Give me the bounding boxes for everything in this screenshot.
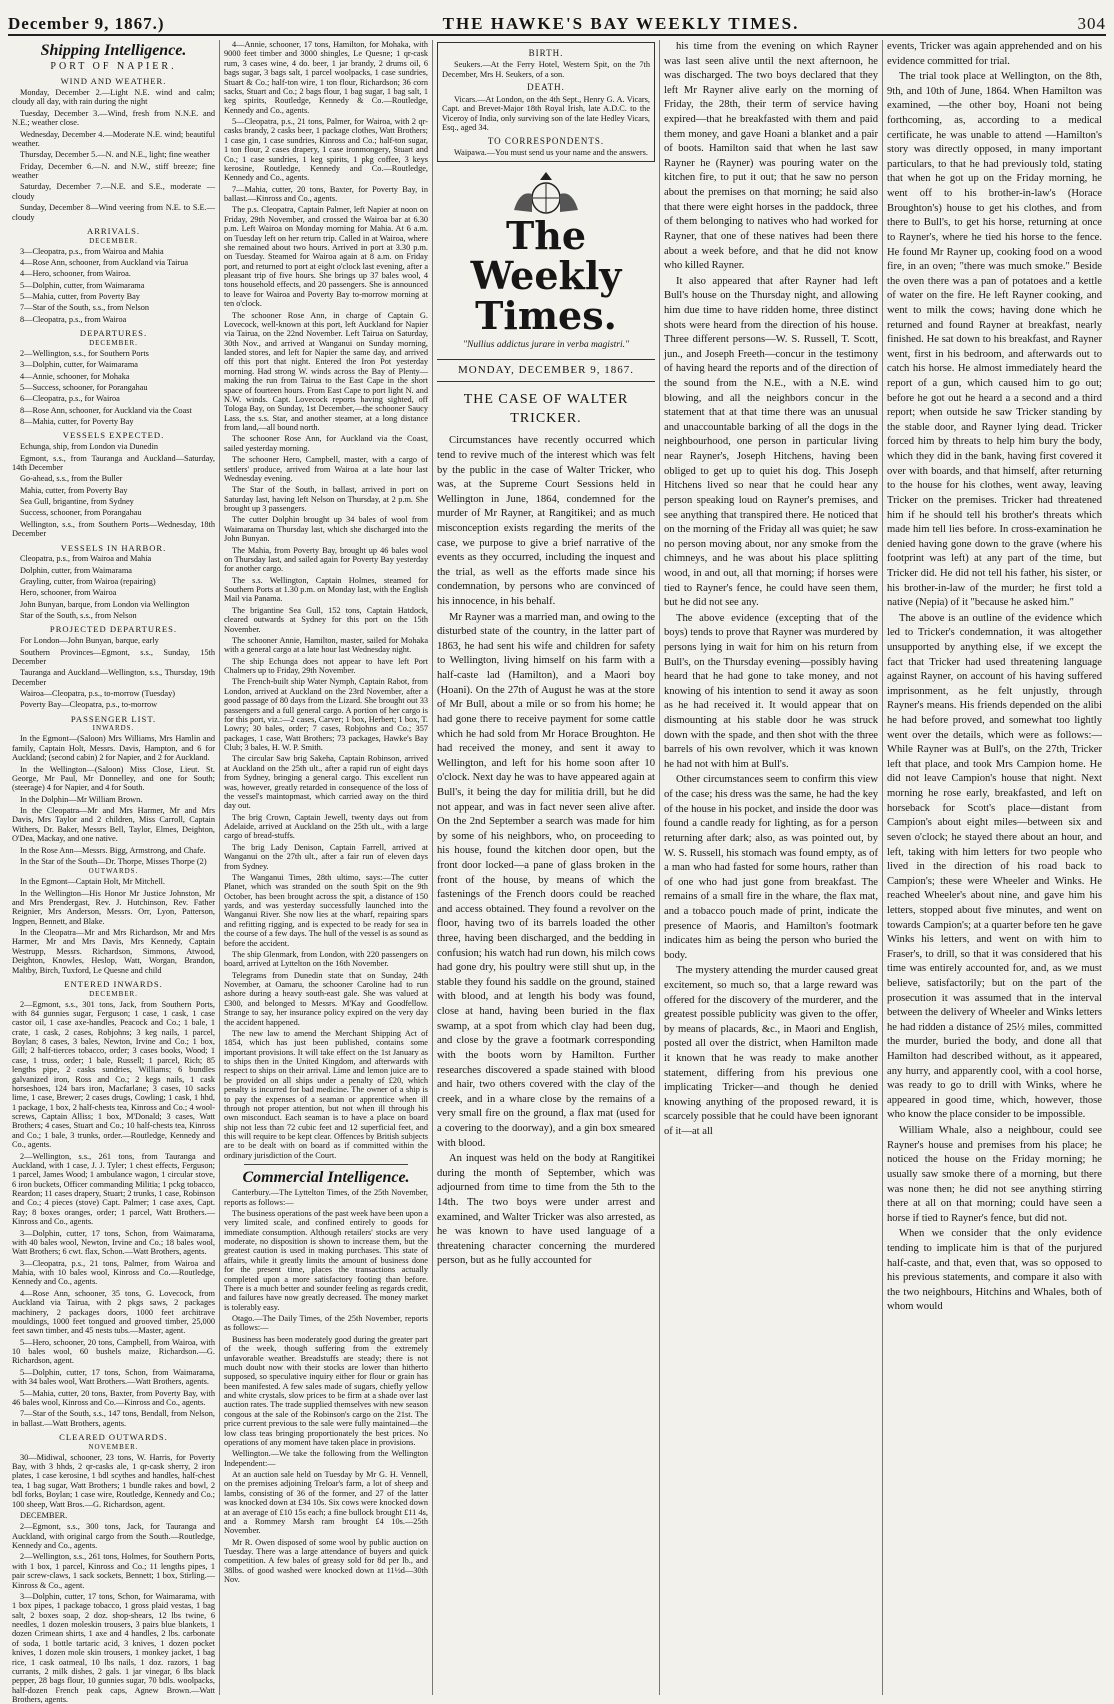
text-paragraph: The French-built ship Water Nymph, Captain Rabot, from London, arrived at Auckland on the 23rd November, after a good passage of 80 days from the Lizard. She brought out 33 passengers and a full general cargo. A portion of her cargo is for this port, viz.:—2 cases, Carver; 1 box, Herbert; 1 box, T. Lowry; 30 bales, order; 7 cases, Robjohns and Co.; 357 packages, 1 case, Watt Brothers; 73 packages, Hawke's Bay Club; 3 bales, H. W. P. Smith.	[224, 677, 428, 752]
expected-heading: VESSELS EXPECTED.	[62, 430, 165, 441]
correspondents-notice: Waipawa.—You must send us your name and the answers.	[454, 148, 648, 158]
entered-list	[12, 1000, 215, 1429]
departures-heading: DEPARTURES.	[79, 328, 148, 339]
text-paragraph: The cutter Dolphin brought up 34 bales of wool from Waimarama on Thursday last, which she discharged into the John Bunyan.	[224, 515, 428, 544]
projected-list	[12, 636, 215, 710]
text-paragraph: Echunga, ship, from London via Dunedin	[20, 442, 159, 452]
text-paragraph: When we consider that the only evidence tending to implicate him is that of the purjured half-caste, and that, even that, was so opposed to his previous statements, and compare it also with the two neighbours, Hitchins and Whales, both of whom would	[887, 1228, 1102, 1313]
text-paragraph: The schooner Rose Ann, for Auckland via the Coast, sailed yesterday morning.	[224, 434, 428, 453]
text-paragraph: 7—Star of the South, s.s., from Nelson	[20, 303, 150, 313]
cleared-list	[12, 1453, 215, 1704]
text-paragraph: 2—Wellington, s.s., for Southern Ports	[20, 348, 149, 358]
notices-box	[437, 42, 655, 162]
text-paragraph: The business operations of the past week have been upon a very limited scale, and confined entirely to goods for immediate consumption. Although retailers' stocks are very moderate, no disposition is shown to increase them, but the greatest caution is used in making purchases. This state of affairs, while it greatly limits the amount of business done for the present time, places the transactions actually completed upon a more satisfactory footing than before. There is a much better and sounder feeling as regards credit, and failures have now greatly decreased. The money market is tolerably easy.	[224, 1208, 428, 1312]
text-paragraph: At an auction sale held on Tuesday by Mr G. H. Vennell, on the premises adjoining Treloar's farm, a lot of sheep and lambs, consisting of 36 of the former, and 27 of the latter was knocked down at £34 10s. Six cows were knocked down at an average of £10 15s each; a fine bullock brought £11 4s, and a Rommey Marsh ram brought £4 10s.—25th November.	[224, 1470, 428, 1536]
section-title-shipping: Shipping Intelligence.	[40, 42, 187, 59]
text-paragraph: Star of the South, s.s., from Nelson	[20, 611, 137, 621]
text-paragraph: 7—Mahia, cutter, 20 tons, Baxter, for Poverty Bay, in ballast.—Kinross and Co., agents.	[224, 184, 428, 203]
text-paragraph: The Mahia, from Poverty Bay, brought up 46 bales wool on Thursday last, and sailed again for Poverty Bay yesterday for another cargo.	[224, 545, 428, 574]
paper-title: THE HAWKE'S BAY WEEKLY TIMES.	[442, 14, 800, 33]
text-paragraph: In the Dolphin—Mr William Brown.	[20, 794, 143, 804]
passenger-heading: PASSENGER LIST.	[70, 713, 157, 724]
issue-date: December 9, 1867.)	[8, 14, 165, 33]
text-paragraph: The schooner Annie, Hamilton, master, sailed for Mohaka with a general cargo at a late hour last Wednesday night.	[224, 635, 428, 655]
text-paragraph: In the Wellington—(Saloon) Miss Close, Lieut. St. George, Mr Paul, Mr Donnelley, and one for South; (steerage) 4 for Napier, and 4 for South.	[12, 764, 215, 793]
text-paragraph: Wednesday, December 4.—Moderate N.E. wind; beautiful weather.	[12, 129, 215, 148]
outwards-subheading: OUTWARDS.	[88, 867, 139, 876]
text-paragraph: The ship Glenmark, from London, with 220 passengers on board, arrived at Lyttelton on the 16th November.	[224, 949, 428, 969]
text-paragraph: Canterbury.—The Lyttelton Times, of the 25th November, reports as follows:—	[224, 1188, 428, 1207]
text-paragraph: In the Cleopatra—Mr and Mrs Richardson, Mr and Mrs Harmer, Mr and Mrs Davis, Mrs Kennedy, Captain Westrupp, Messrs. Richardson, Simmons, Atwood, Deighton, Knowles, Heslop, Watt, Worgan, Brandon, Maltby, Birch, Tuxford, Le Quesne and child	[12, 928, 215, 975]
entered-month: DECEMBER.	[89, 989, 138, 998]
article-body-part3	[887, 40, 1102, 1315]
text-paragraph: It also appeared that after Rayner had left Bull's house on the Thursday night, and allowing him due time to have ridden home, three distinct shots were heard from the direction of his house. Three different persons—W. S. Russell, T. Scott, jun., and Joseph Freeth—concur in the testimony of having heard the reports and of the direction of the sound from the N.E., with a N.E. wind blowing, and all the neighbors concur in the statement that at that time there was an unusual and unaccountable barking of all the dogs in the neighbourhood, one person in particular living near Rayner's, Joseph Hitchens, having been obliged to get up to quiet his dog. This Joseph Hitchens lived so near that he could hear any person speaking loud on Rayner's premises, and see anything that transpired there. He noticed that on the morning of the Friday all was quiet; he saw no person moving about, nor any smoke from the chimneys, and he was about his place splitting wood, in and out, all that morning; if horses were tied to Rayner's fence, he could have seen them, but he did not see any.	[664, 275, 878, 609]
text-paragraph: Success, schooner, from Porangahau	[20, 508, 142, 518]
harbor-heading: VESSELS IN HARBOR.	[60, 542, 167, 553]
text-paragraph: William Whale, also a neighbour, could see Rayner's house and premises from his place; he noticed the house on the Friday morning; he usually saw smoke there of a morning, but there was none then; he did not see anything stirring there at all on that morning; could have seen a horse if tied to Rayner's fence, but did not.	[887, 1125, 1102, 1224]
text-paragraph: 3—Cleopatra, p.s., 21 tons, Palmer, from Wairoa and Mahia, with 10 bales wool, Kinross and Co.—Routledge, Kennedy and Co., agents.	[12, 1258, 215, 1287]
text-paragraph: Business has been moderately good during the greater part of the week, though suffering from the extremely unfavorable weather. Breadstuffs are steady; there is not much doubt now with their stocks are lower than hitherto supposed, so speculative inquiry either for flour or grain has been manifested. A few sales made of sugars, chiefly yellow and white crystals, slow prices to be firm at a shade over last auction rates. The trade supplied themselves with new season congous at the sale of the Robinson's cargo on the 21st. The price current previous to the sale were fully maintained—the low class teas bringing proportionately the best prices. No operations of any moment have taken place in provisions.	[224, 1334, 428, 1447]
text-paragraph: 5—Mahia, cutter, 20 tons, Baxter, from Poverty Bay, with 46 bales wool, Kinross and Co.—Kinross and Co., agents.	[12, 1388, 215, 1407]
birth-notice: Seukers.—At the Ferry Hotel, Western Spit, on the 7th December, Mrs H. Seukers, of a son.	[442, 60, 650, 79]
text-paragraph: 2—Wellington, s.s., 261 tons, from Tauranga and Auckland, with 1 case, J. J. Tyler; 1 chest effects, Ferguson; 1 parcel, James Wood; 1 ambulance wagon, 1 circular stove, 6 iron buckets, Officer commanding Militia; 1 pckg tobacco, Reardon; 11 cases drapery, Stuart; 2 trunks, 1 case, Robinson and Co.; 4 pieces (stove) Capt. Palmer; 1 case axes, Capt. Ray; 8 boxes oranges, order; 1 parcel, Watt Brothers.—Kinross and Co., agents.	[12, 1151, 215, 1227]
death-heading: DEATH.	[527, 82, 565, 93]
article-body-part2	[664, 40, 878, 1140]
text-paragraph: John Bunyan, barque, from London via Wellington	[20, 599, 190, 609]
text-paragraph: 6—Cleopatra, p.s., for Wairoa	[20, 394, 120, 404]
text-paragraph: Mahia, cutter, from Poverty Bay	[20, 485, 128, 495]
text-paragraph: In the Egmont—(Saloon) Mrs Williams, Mrs Hamlin and family, Captain Holt, Messrs. Davis, Hampton, and 6 for Auckland; (second cabin) 2 for Napier, and 2 for Auckland.	[12, 734, 215, 763]
text-paragraph: Cleopatra, p.s., from Wairoa and Mahia	[20, 554, 152, 564]
cleared-heading: CLEARED OUTWARDS.	[59, 1432, 168, 1443]
text-paragraph: 4—Annie, schooner, 17 tons, Hamilton, for Mohaka, with 9000 feet timber and 3000 shingles, Le Quesne; 1 qr-cask rum, 3 cases wine, 4 do. beer, 1 jar brandy, 2 drums oil, 6 bags sugar, 3 bags salt, 1 parcel woolpacks, 1 case sundries, Stuart & Co.; half-ton wire, 1 ton flour, Richardson; 36 corn sacks, Stuart and Co.; 2 bags flour, 1 bag sugar, 1 bag salt, 1 keg spirits, Routledge, Kennedy & Co.—Routledge, Kennedy and Co., agents.	[224, 40, 428, 115]
text-paragraph: In the Rose Ann—Messrs. Bigg, Armstrong, and Chafe.	[20, 845, 206, 855]
text-paragraph: For London—John Bunyan, barque, early	[20, 636, 159, 646]
column-editorial	[433, 40, 660, 1695]
text-paragraph: In the Star of the South—Dr. Thorpe, Misses Thorpe (2)	[20, 856, 207, 866]
entered-heading: ENTERED INWARDS.	[64, 978, 163, 989]
text-paragraph: Sea Gull, brigantine, from Sydney	[20, 497, 134, 506]
text-paragraph: The p.s. Cleopatra, Captain Palmer, left Napier at noon on Friday, 29th November, and crossed the Wairoa bar at 6.30 p.m. Left Wairoa on Monday morning for Mahia. At 6 a.m. on Tuesday left on her return trip. Called in at Wairoa, where she remained about two hours. Arrived in port at 3.30 p.m. on Tuesday. Steamed for Wairoa again at 8 a.m. on Friday port, and returned to port at eight o'clock last evening, after a pleasant trip of five hours. She brings up 37 bales wool, 4 tons household effects, and 20 passengers. She is announced to leave for Wairoa and Poverty Bay to-morrow morning at ten o'clock.	[224, 205, 428, 309]
text-paragraph: 8—Rose Ann, schooner, for Auckland via the Coast	[20, 405, 192, 415]
text-paragraph: 4—Rose Ann, schooner, from Auckland via Tairua	[20, 257, 189, 267]
death-notice: Vicars.—At London, on the 4th Sept., Henry G. A. Vicars, Capt. and Brevet-Major 18th Royal Irish, late A.D.C. to the Viceroy of India, only surviving son of the late Hedley Vicars, Esq., aged 34.	[442, 94, 650, 133]
text-paragraph: 8—Cleopatra, p.s., from Wairoa	[20, 314, 127, 324]
column-article-continued	[660, 40, 883, 1695]
text-paragraph: Dolphin, cutter, from Waimarama	[20, 565, 132, 575]
departures-list	[12, 349, 215, 427]
text-paragraph: 4—Hero, schooner, from Wairoa.	[20, 269, 131, 279]
text-paragraph: Wairoa—Cleopatra, p.s., to-morrow (Tuesday)	[20, 689, 176, 699]
divider	[244, 1164, 408, 1165]
text-paragraph: Thursday, December 5.—N. and N.E., light; fine weather	[20, 150, 210, 160]
text-paragraph: 5—Success, schooner, for Porangahau	[20, 382, 148, 392]
text-paragraph: Wellington.—We take the following from the Wellington Independent:—	[224, 1449, 428, 1468]
text-paragraph: 4—Annie, schooner, for Mohaka	[20, 371, 130, 381]
cleared-month: NOVEMBER.	[88, 1442, 139, 1451]
text-paragraph: The new law to amend the Merchant Shipping Act of 1854, which has just been published, contains some important provisions. It will take effect on the 1st January as to ships then in the United Kingdom, and afterwards with respect to ships on their arrival. Lime and lemon juice are to be provided on all ships under a penalty of £20, which penalty is incurred for bad medicine. The owner of a ship is to pay the expenses of a seaman or apprentice when ill through not proper attention, but not when ill through his own misconduct. Each seaman is to have a place on board ship not less than 72 cubic feet and 12 superficial feet, and this will require to be kept clear. Offences by British subjects are to be dealt with on board as if committed within the ordinary jurisdiction of the Court.	[224, 1028, 428, 1160]
text-paragraph: Circumstances have recently occurred which tend to revive much of the interest which was felt by the public in the case of Walter Tricker, who was, at the Supreme Court Sessions held in Wellington in June, 1864, condemned for the murder of Mr Rayner, at Rangitikei; and as much misconception exists regarding the merits of the case, we purpose to give a brief narrative of the events as they occurred, including the inquest and the trial, as well as the efforts made since his condemnation, by persons who are convinced of his innocence, in his behalf.	[437, 435, 655, 608]
text-paragraph: The circular Saw brig Sakeha, Captain Robinson, arrived at Auckland on the 25th ult., after a rapid run of eight days from Sydney, bringing a general cargo. This excellent run was, however, greatly retarded in consequence of the loss of the vessel's maintopmast, which carried away on the third day out.	[224, 754, 428, 811]
text-paragraph: The above is an outline of the evidence which led to Tricker's condemnation, it was altogether unsupported by anything else, if we except the fact that Tricker had used threatening language against Rayner, on account of his having suffered imprisonment, as he felt unjustly, through Rayner's means. His friends depended on the alibi he had before proved, and somewhat too lightly went over the details, which were as follows:—While Rayner was at Bull's, on the 27th, Tricker left that place, and took Mrs Campion home. He did not leave Campion's house that night. Next morning he rose early, breakfasted, and left on horseback for Scott's place—distant from Campion's about eight miles—between six and seven o'clock; he stayed there about an hour, and left, taking with him letters for two people who lived in the direction of his road back to Campion's; these were Wheeler and Winks. He reached Wheeler's about nine, and gave him his letters, stopped about five minutes, and went on towards Campion's; at a quarter before ten he gave Winks his letters, and went on with him to Fraser's, to drill, so that it was considered that his time was entirely accounted for, and, as we must believe, satisfactorily; but on the part of the prosecution it was assumed that in the interval between the delivery of Wheeler and Winks letters he had ridden a distance of 25½ miles, committed the murder, buried the body, and done all that Hamilton had described without, as it appeared, any hurry, and apparently cool, with a cool horse, was ready to go to drill with Winks, where he appeared in good time, which, however, those who know the place consider to be impossible.	[887, 612, 1102, 1121]
article-body-part1	[437, 434, 655, 1269]
projected-heading: PROJECTED DEPARTURES.	[49, 624, 178, 635]
text-paragraph: The schooner Rose Ann, in charge of Captain G. Lovecock, well-known at this port, left Auckland for Napier via Tairua, on the 22nd November. Left Tairua on Saturday, 30th Nov., and arrived at Wanganui on Sunday morning, landed stores, and left for Napier the same day, and arrived off this port that night. Entered the Iron Pot yesterday morning. Had strong W. winds across the Bay of Plenty—making the run from Tairua to the East Cape in the short space of fourteen hours. From East Cape to port light N. and N.W. winds. Capt. Lovecock reports having sighted, off Tologa Bay, on Sunday, 1st December,—the schooner Saucy Lass, the s.s. Star, and another steamer, at a long distance from land,—all bound north.	[224, 310, 428, 432]
text-paragraph: 2—Wellington, s.s., 261 tons, Holmes, for Southern Ports, with 1 box, 1 parcel, Kinross and Co.; 11 lengths pipes, 1 pair screw-claws, 1 sack sockets, Bennett; 1 box, Stirling.—Kinross & Co., agent.	[12, 1552, 215, 1590]
text-paragraph: Poverty Bay—Cleopatra, p.s., to-morrow	[20, 700, 158, 710]
text-paragraph: The brig Lady Denison, Captain Farrell, arrived at Wanganui on the 27th ult., after a fair run of eleven days from Sydney.	[224, 842, 428, 871]
text-paragraph: Wellington, s.s., from Southern Ports—Wednesday, 18th December	[12, 519, 215, 539]
text-paragraph: 4—Rose Ann, schooner, 35 tons, G. Lovecock, from Auckland via Tairua, with 2 pkgs saws, 2 packages machinery, 2 packages doors, 1000 feet architrave mouldings, 1000 feet tongued and grooved timber, 25,000 feet sawn timber, and 45 nests tubs.—Master, agent.	[12, 1288, 215, 1336]
section-title-commercial: Commercial Intelligence.	[242, 1169, 410, 1187]
text-paragraph: 3—Dolphin, cutter, 17 tons, Schon, from Waimarama, with 40 bales wool, Newton, Irvine and Co.; 18 bales wool, Watt Brothers; 6 cwt. flax, Schon.—Watt Brothers, agents.	[12, 1228, 215, 1257]
text-paragraph: Southern Provinces—Egmont, s.s., Sunday, 15th December	[12, 647, 215, 666]
text-paragraph: The Star of the South, in ballast, arrived in port on Saturday last, having left Nelson on Thursday, at 2 p.m. She brought up 3 passengers.	[224, 485, 428, 513]
text-paragraph: 5—Mahia, cutter, from Poverty Bay	[20, 292, 140, 302]
shipping-news-list	[224, 205, 428, 1160]
text-paragraph: 3—Dolphin, cutter, 17 tons, Schon, for Waimarama, with 1 box pipes, 1 package tobacco, 1 gross plaid vestas, 1 bag salt, 2 boxes soap, 2 doz. shop-shears, 12 lbs twine, 6 needles, 1 dozen moleskin trousers, 3 pairs blue blankets, 1 dozen Crimean shirts, 1 axe and 4 handles, 2 lbs. carbonate of soda, 1 bottle tartaric acid, 3 knives, 1 dozen pocket knives, 1 dozen mole skin trousers, 1 monkey jacket, 1 bag rice, 1 cask oatmeal, 10 lbs nails, 1 doz. razors, 1 bag currants, 2 milk dishes, 2 gals. 1 jar vinegar, 6 lbs black pepper, 28 bags flour, 10 gunnies sugar, 70 bdls. woolpacks, half-dozen French peak caps, Agnew Brown.—Watt Brothers, agents.	[12, 1591, 215, 1704]
text-paragraph: The brig Crown, Captain Jewell, twenty days out from Adelaide, arrived at Auckland on the 25th ult., with a large cargo of bread-stuffs.	[224, 812, 428, 841]
text-paragraph: An inquest was held on the body at Rangitikei during the month of September, which was adjourned from time to time from the 5th to the 14th. The two boys were under arrest and examined, and Walter Tricker was also arrested, as he was known to have used language of a threatening character concerning the murdered person, but as he fully accounted for	[437, 1153, 655, 1267]
text-paragraph: The ship Echunga does not appear to have left Port Chalmers up to Friday, 29th November.	[224, 656, 428, 675]
text-paragraph: 5—Cleopatra, p.s., 21 tons, Palmer, for Wairoa, with 2 qr-casks brandy, 2 casks beer, 1 package clothes, Watt Brothers; 1 case gin, 1 case sundries, Kinross and Co.; half-ton sugar, 1 ton flour, 2 cases drapery, 1 case ironmongery, Stuart and Co.; 1 case sundries, 1 keg spirits, 1 pkg coffee, 3 keys kerosine, Routledge, Kennedy and Co.—Routledge, Kennedy and Co., agents.	[224, 117, 428, 183]
expected-list	[12, 442, 215, 538]
text-paragraph: 2—Egmont, s.s., 301 tons, Jack, from Southern Ports, with 84 gunnies sugar, Ferguson; 1 case, 1 cask, 1 case castor oil, 1 case axe-handles, Peacock and Co.; 1 bale, 1 crate, 1 cask, 2 cases, Robjohns; 3 keg nails, 1 parcel, Boylan; 8 cases, 3 bales, Newton, Irvine and Co.; 1 box, Gill; 2 half-tierces tobacco, order; 3 cases books, Wood; 1 case, 1 truss, order; 1 bale, Russell; 1 parcel, Rich; 85 lengths pipe, 2 casks sundries, Williams; 6 bundles galvanized iron, Ross and Co.; 2 kegs nails, 1 cask horseshoes, 124 bars iron, Macfarlane; 3 cases, 10 sacks lime, 1 case, Brewer; 2 cases drugs, Cowling; 1 cask, 1 hhd, 1 package, 1 box, 2 half-chests tea, Kinross and Co.; 4 wool-screws, Captain Alliss; 1 box, M'Donald; 3 cases, Watt Brothers; 4 cases, Stuart and Co.; 10 half-chests tea, Kinross and Co.; 1 bale, 3 trunks, order.—Routledge, Kennedy and Co., agents.	[12, 999, 215, 1150]
text-paragraph: 7—Star of the South, s.s., 147 tons, Bendall, from Nelson, in ballast.—Watt Brothers, agents.	[12, 1409, 215, 1428]
text-paragraph: 3—Cleopatra, p.s., from Wairoa and Mahia	[20, 246, 164, 256]
columns	[8, 40, 1106, 1704]
column-shipping-news	[220, 40, 433, 1695]
text-paragraph: 5—Hero, schooner, 20 tons, Campbell, from Wairoa, with 10 bales wool, 60 bushels maize, Richardson.—G. Richardson, agent.	[12, 1337, 215, 1366]
column-shipping	[8, 40, 220, 1704]
masthead	[8, 6, 1106, 36]
text-paragraph: Saturday, December 7.—N.E. and S.E., moderate —cloudy	[12, 182, 215, 201]
text-paragraph: 5—Dolphin, cutter, 17 tons, Schon, from Waimarama, with 34 bales wool, Watt Brothers.—Watt Brothers, agents.	[12, 1367, 215, 1387]
text-paragraph: The schooner Hero, Campbell, master, with a cargo of settlers' produce, arrived from Wairoa at a late hour last Wednesday evening.	[224, 455, 428, 483]
text-paragraph: Tauranga and Auckland—Wellington, s.s., Thursday, 19th December	[12, 668, 215, 687]
text-paragraph: The s.s. Wellington, Captain Holmes, steamed for Southern Ports at 1.30 p.m. on Monday last, with the English Mail via Panama.	[224, 575, 428, 604]
text-paragraph: Monday, December 2.—Light N.E. wind and calm; cloudy all day, with rain during the night	[12, 88, 215, 107]
text-paragraph: Other circumstances seem to confirm this view of the case; his dress was the same, he had the key of the house in his pocket, and inside the door was found a candle ready for lighting, as for a person returning after dark; also, as was pointed out, by W. S. Russell, his stomach was found empty, as of a man who had fasted for some hours, rather than of one who had just gone from breakfast. The remains of a small fire in the whare, the flax mat, and a tobacco pouch made of print, indicate the presence of Maoris, and Hamilton's footmark indicates him as being the person who buried the body.	[664, 774, 878, 961]
nameplate-title: The Weekly Times.	[470, 212, 622, 338]
text-paragraph: In the Wellington—His Honor Mr Justice Johnston, Mr and Mrs Prendergast, Rev. J. Hutchinson, Rev. Father Reignier, Mrs Anderson, Messrs. Orr, Lyon, Patterson, Ingpen, Bennett, and Blake.	[12, 888, 215, 926]
text-paragraph: Grayling, cutter, from Wairoa (repairing)	[20, 576, 156, 586]
text-paragraph: Mr Rayner was a married man, and owing to the disturbed state of the country, in the latter part of 1863, he had sent his wife and children for safety to Wellington, living himself on his farm with a half-caste lad (Hamilton), and a Maori boy (Hoani). On the 27th of August he was at the store of Mr Bull, about a mile or so from his home; he had gone there to receive payment for some cattle which he had sold from Mr Horace Broughton. He had received the money, and sent it away to Wellington, and left for his home soon after 10 o'clock. Next day he was to have appeared again at Bull's, it being the day for militia drill, but he did not appear, and was in fact never seen alive after. On the 2nd September a search was made for him by some of his neighbors, who, on proceeding to his house, found the kitchen door open, but the front door locked—a pane of glass broken in the front of the house, by means of which the fastenings of the French doors could be reached and access obtained. They found a revolver on the floor, having two of its barrels loaded the other three, having been discharged, and the bedding in confusion; his watch had run down, his milch cows had gone dry, his poultry were still shut up, in the stable they found his saddle on the ground, stained with blood, and at length his body was found, close at hand, having been buried in the flax swamp, at a spot from which clay had been dug, and close by the grave a footmark corresponding with the boots worn by Hamilton. Further researches discovered a spade stained with blood and hair, two others covered with the clay of the creek, and in a whare close by the remains of a very small fire on the ground, a flax mat (used for a covering to the doorway), and a gin box smeared with blood.	[437, 611, 655, 1149]
column-article-end	[883, 40, 1106, 1695]
text-paragraph: 5—Dolphin, cutter, from Waimarama	[20, 280, 145, 290]
arrivals-month: DECEMBER.	[89, 236, 138, 245]
text-paragraph: The brigantine Sea Gull, 152 tons, Captain Hatdock, cleared outwards at Sydney for this port on the 15th November.	[224, 605, 428, 634]
page-number: 304	[1077, 14, 1106, 33]
text-paragraph: In the Egmont—Captain Holt, Mr Mitchell.	[20, 877, 165, 887]
cleared-continued-list	[224, 40, 428, 203]
royal-crest-icon	[506, 170, 586, 216]
text-paragraph: Otago.—The Daily Times, of the 25th November, reports as follows:—	[224, 1314, 428, 1333]
text-paragraph: 2—Egmont, s.s., 300 tons, Jack, for Tauranga and Auckland, with original cargo from the South.—Routledge, Kennedy and Co., agents.	[12, 1522, 215, 1551]
arrivals-heading: ARRIVALS.	[86, 225, 140, 236]
text-paragraph: Hero, schooner, from Wairoa	[20, 588, 117, 598]
article-title: THE CASE OF WALTER TRICKER.	[463, 391, 629, 427]
text-paragraph: The above evidence (excepting that of the boys) tends to prove that Rayner was murdered by persons lying in wait for him on his return from Bull's, on the Thursday evening—possibly having heard that he had gone to take money, and not knowing of his intention to send it away as soon as he had received it. It would appear that on dismounting at his stable door he was struck down with the spade, and then shot with the three barrels of his own revolver, which it was known he had not with him at Bull's.	[664, 612, 878, 770]
correspondents-heading: TO CORRESPONDENTS.	[487, 135, 605, 146]
inwards-list	[12, 734, 215, 866]
birth-heading: BIRTH.	[528, 48, 564, 58]
text-paragraph: Friday, December 6.—N. and N.W., stiff breeze; fine weather	[12, 161, 215, 181]
text-paragraph: 30—Midiwal, schooner, 23 tons, W. Harris, for Poverty Bay, with 3 hhds, 2 qr-casks ale, 1 qr-cask sherry, 2 iron plates, 1 case kerosine, 1 bdl scythes and handles, half-chest tea, 1 bag sugar, Watt Brothers; 1 bundle rakes and bowl, 2 bdl forks, Boylan; 1 case wire, Routledge, Kennedy and Co.; 100 sheep, Watt Bros.—G. Richardson, agent.	[12, 1452, 215, 1509]
nameplate-motto: "Nullius addictus jurare in verba magistri."	[463, 340, 629, 351]
commercial-list	[224, 1188, 428, 1584]
departures-month: DECEMBER.	[89, 338, 138, 347]
text-paragraph: The Wanganui Times, 28th ultimo, says:—The cutter Planet, which was stranded on the south Spit on the 9th October, has been brought across the spit, a distance of 150 yards, and was yesterday successfully launched into the Wanganui River. She now lies at the wharf, repairing spars and refitting rigging, and is expected to be ready for sea in the course of a few days. The hull of the vessel is as sound as before the accident.	[224, 872, 428, 948]
port-heading: PORT OF NAPIER.	[50, 61, 177, 73]
text-paragraph: events, Tricker was again apprehended and on his evidence committed for trial.	[887, 41, 1102, 67]
inwards-subheading: INWARDS.	[92, 724, 135, 733]
text-paragraph: Telegrams from Dunedin state that on Sunday, 24th November, at Oamaru, the schooner Caroline had to run ashore during a heavy south-east gale. She was valued at £300, and belonged to Messrs. M'Kay and Goodfellow. Strange to say, her insurance policy expired on the very day the accident happened.	[224, 970, 428, 1027]
text-paragraph: The mystery attending the murder caused great excitement, so much so, that a large reward was offered for the discovery of the murderer, and the greatest possible publicity was given to the offer, by means of placards, &c., in Maori and English, posted all over the district, when Hamilton made it known that he was ready to make another statement, differing from his previous one implicating Tricker—and though he denied knowing anything of the proposed reward, it is scarcely possible that he could have been ignorant of it—at all	[664, 965, 878, 1138]
harbor-list	[12, 554, 215, 620]
text-paragraph: Go-ahead, s.s., from the Buller	[20, 474, 123, 484]
text-paragraph: Tuesday, December 3.—Wind, fresh from N.N.E. and N.E.; weather close.	[12, 108, 215, 128]
weather-list	[12, 88, 215, 222]
text-paragraph: his time from the evening on which Rayner was last seen alive until the next afternoon, he was discharged. The two boys declared that they left Mr Rayner alive early on the morning of Friday, the 28th, their term of service having expired—that he breakfasted with them and paid them money, and gave Hoani a blanket and a pair of boots. Hamilton said that when he last saw Rayner he (Rayner) was pouring water on the kitchen fire, to put it out; that he saw no person about the premises on that morning; he said also that there were eight horses in the paddock, three of them belonging to natives who had worked for Rayner, that one of these natives had been there about a week before, and that he did not know who killed Rayner.	[664, 41, 878, 272]
weather-heading: WIND AND WEATHER.	[60, 76, 167, 87]
text-paragraph: 8—Mahia, cutter, for Poverty Bay	[20, 417, 134, 427]
nameplate	[437, 170, 655, 353]
arrivals-list	[12, 247, 215, 325]
publication-date: MONDAY, DECEMBER 9, 1867.	[437, 359, 655, 382]
text-paragraph: Mr R. Owen disposed of some wool by public auction on Tuesday. There was a large attendance of buyers and quick competition. A few bales of greasy sold for 8d per lb., and 38lbs. of good washed were knocked down at 11½d—30th Nov.	[224, 1537, 428, 1585]
text-paragraph: Egmont, s.s., from Tauranga and Auckland—Saturday, 14th December	[12, 453, 215, 472]
text-paragraph: The trial took place at Wellington, on the 8th, 9th, and 10th of June, 1864. When Hamilton was examined, —the other boy, Hoani not being forthcoming, as, according to a medical certificate, he was unable to attend —Hamilton's story was directly opposed, in many important particulars, to that he had previously told, stating that when he got up on the Friday morning, he went off to his brother-in-law's (Horace Broughton's) house to get his clothes, and from there to Bull's, to get his horse, returning at once to Rayner's, where he tied his horse to the fence. He found Mr Rayner up, cooking food on a wood fire, in an oven; "there was much smoke." Beside the oven there was a pan of potatoes and a kettle of water on the fire. He left Rayner cooking, and went to milk the cows; having done which he returned and found Rayner at breakfast, nearly finished. He sat down to his breakfast, and Rayner went, first in his bedroom, and afterwards out to catch his horse. He almost immediately heard the report of a gun, which caused him to go out; before he got out he heard a a second and a third report; when outside he saw Tricker standing by the stable door, and Rayner lying dead. Tricker forced him by threats to help him bury the body, which they did in the bank, having first covered it over with boards, and that himself, after returning to the house for his clothes, went away, leaving Tricker on the premises. Tricker had threatened him if he should tell his brother's threats which made him tell lies before. In cross-examination he denied having gone down to the grave (where his footprint was left) at any part of the time, but Tricker did. He did not tell his father, his sister, or his brother-in-law of the murder; he first told a native (Nepia) of it "because he asked him."	[887, 71, 1102, 609]
outwards-list	[12, 877, 215, 975]
text-paragraph: 3—Dolphin, cutter, for Waimarama	[20, 360, 138, 370]
text-paragraph: DECEMBER.	[20, 1510, 68, 1520]
text-paragraph: Sunday, December 8—Wind veering from N.E. to S.E.—cloudy	[12, 203, 215, 222]
text-paragraph: In the Cleopatra—Mr and Mrs Harmer, Mr and Mrs Davis, Mrs Taylor and 2 children, Miss Carroll, Captain Withers, Dr. Baker, Messrs Bell, Taylor, Elmes, Deighton, O'Dea, Mackay, and one native.	[12, 806, 215, 844]
